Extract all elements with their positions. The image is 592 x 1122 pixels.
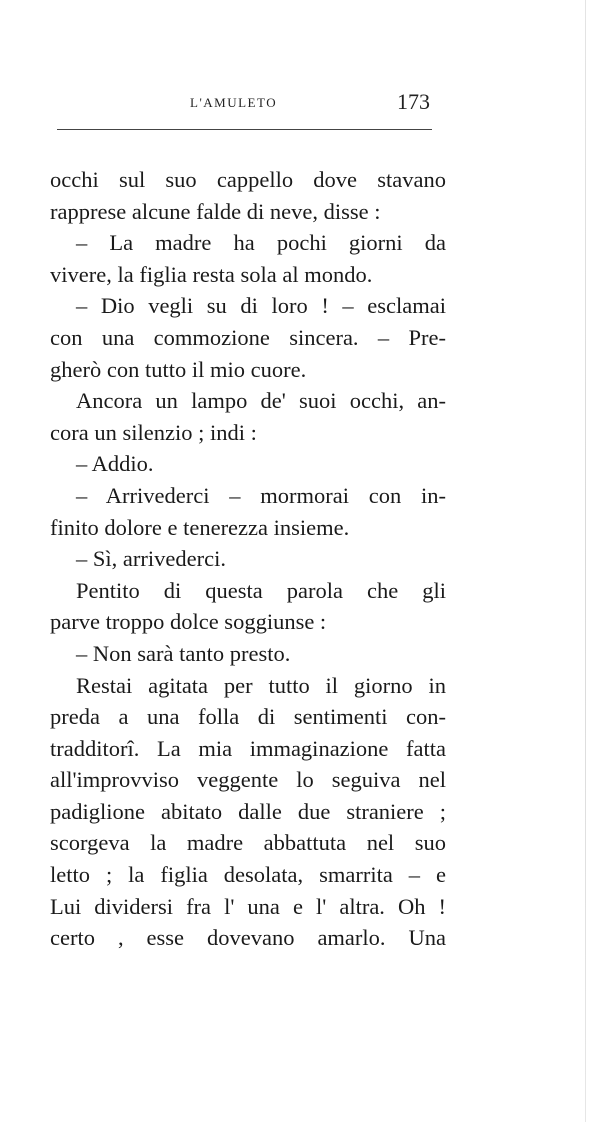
header-rule xyxy=(57,129,432,130)
running-title: L'AMULETO xyxy=(190,95,278,110)
text-line: finito dolore e tenerezza insieme. xyxy=(50,514,350,540)
page-header xyxy=(52,89,440,119)
text-line: padiglione abitato dalle due straniere ; xyxy=(50,798,446,824)
text-line: occhi sul suo cappello dove stavano xyxy=(50,167,446,192)
text-line: certo , esse dovevano amarlo. Una xyxy=(50,925,446,951)
text-line: scorgeva la madre abbattuta nel suo xyxy=(50,830,446,856)
text-line: – Sì, arrivederci. xyxy=(76,546,226,572)
text-line: – Arrivederci – mormorai con in- xyxy=(76,482,446,508)
text-line: Lui dividersi fra l' una e l' altra. Oh ! xyxy=(50,893,446,919)
text-line: – Dio vegli su di loro ! – esclamai xyxy=(76,293,446,319)
text-line: tradditorî. La mia immaginazione fatta xyxy=(50,735,446,761)
text-line: Pentito di questa parola che gli xyxy=(76,577,446,603)
page-edge xyxy=(585,0,586,1122)
text-line: rapprese alcune falde di neve, disse : xyxy=(50,198,381,224)
text-line: con una commozione sincera. – Pre- xyxy=(50,324,446,350)
text-line: all'improvviso veggente lo seguiva nel xyxy=(50,767,446,793)
text-line: Restai agitata per tutto il giorno in xyxy=(76,672,446,698)
text-line: – La madre ha pochi giorni da xyxy=(76,230,446,256)
text-line: Ancora un lampo de' suoi occhi, an- xyxy=(76,388,446,414)
text-line: – Non sarà tanto presto. xyxy=(76,640,291,666)
text-line: parve troppo dolce soggiunse : xyxy=(50,609,327,635)
text-line: preda a una folla di sentimenti con- xyxy=(50,704,446,730)
text-line: – Addio. xyxy=(76,451,154,477)
page-number: 173 xyxy=(397,89,430,114)
text-line: cora un silenzio ; indi : xyxy=(50,419,257,445)
text-line: vivere, la figlia resta sola al mondo. xyxy=(50,261,373,287)
text-line: gherò con tutto il mio cuore. xyxy=(50,356,307,382)
text-line: letto ; la figlia desolata, smarrita – e xyxy=(50,862,446,888)
body-text xyxy=(50,164,446,954)
